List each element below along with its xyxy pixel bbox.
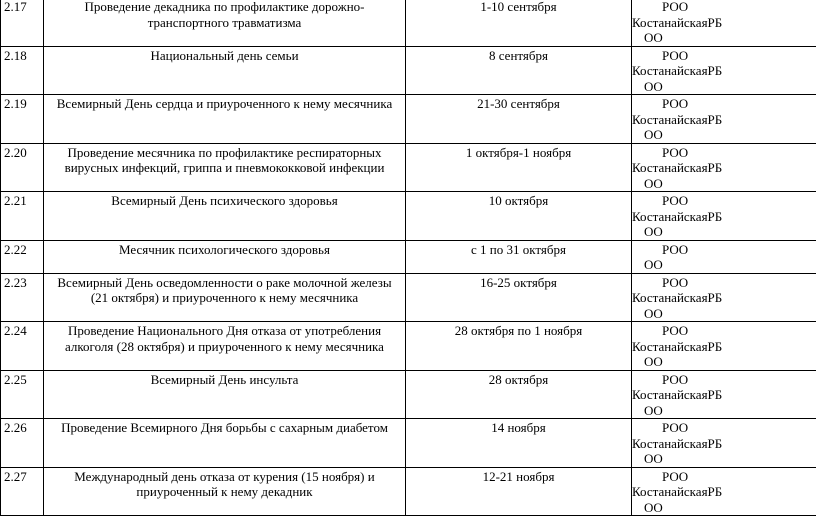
responsible-line: РОО: [632, 193, 813, 209]
responsible-line: КостанайскаяРБ: [632, 209, 813, 225]
responsible-line: ОО: [632, 500, 813, 516]
event-name: [44, 143, 406, 192]
event-date: 12-21 ноября: [406, 467, 632, 516]
responsible: [632, 143, 816, 192]
table-row: [1, 95, 816, 144]
responsible: [632, 95, 816, 144]
responsible-line: РОО: [632, 372, 813, 388]
responsible-line: ОО: [632, 224, 813, 240]
event-name: [44, 0, 406, 46]
event-line: Всемирный День осведомленности о раке молочной железы: [47, 275, 402, 291]
row-number: 2.27: [1, 467, 44, 516]
responsible: [632, 0, 816, 46]
table-row: [1, 370, 816, 419]
responsible-line: ОО: [632, 306, 813, 322]
responsible-line: РОО: [632, 275, 813, 291]
responsible: [632, 192, 816, 241]
event-date: 14 ноября: [406, 419, 632, 468]
table-row: [1, 322, 816, 371]
event-line: алкоголя (28 октября) и приуроченного к нему месячника: [47, 339, 402, 355]
row-number: 2.21: [1, 192, 44, 241]
event-name: [44, 273, 406, 322]
event-date: 21-30 сентября: [406, 95, 632, 144]
event-name: [44, 192, 406, 241]
responsible-line: РОО: [632, 48, 813, 64]
event-line: приуроченный к нему декадник: [47, 484, 402, 500]
table-row: [1, 46, 816, 95]
responsible-line: КостанайскаяРБ: [632, 290, 813, 306]
responsible-line: ОО: [632, 451, 813, 467]
table-row: [1, 192, 816, 241]
responsible-line: ОО: [632, 176, 813, 192]
event-date: 1-10 сентября: [406, 0, 632, 46]
event-line: Национальный день семьи: [47, 48, 402, 64]
table-row: [1, 0, 816, 46]
responsible-line: РОО: [632, 145, 813, 161]
row-number: 2.20: [1, 143, 44, 192]
responsible-line: КостанайскаяРБ: [632, 387, 813, 403]
event-date: 28 октября: [406, 370, 632, 419]
responsible-line: ОО: [632, 257, 813, 273]
responsible-line: КостанайскаяРБ: [632, 15, 813, 31]
table-row: [1, 467, 816, 516]
responsible-line: РОО: [632, 420, 813, 436]
row-number: 2.18: [1, 46, 44, 95]
row-number: 2.25: [1, 370, 44, 419]
table-row: [1, 143, 816, 192]
row-number: 2.17: [1, 0, 44, 46]
event-line: Проведение Национального Дня отказа от употребления: [47, 323, 402, 339]
responsible-line: КостанайскаяРБ: [632, 484, 813, 500]
responsible: [632, 467, 816, 516]
responsible-line: КостанайскаяРБ: [632, 436, 813, 452]
table-row: [1, 240, 816, 273]
event-name: [44, 467, 406, 516]
responsible-line: РОО: [632, 242, 813, 258]
event-name: [44, 46, 406, 95]
event-date: 16-25 октября: [406, 273, 632, 322]
responsible-line: РОО: [632, 323, 813, 339]
responsible-line: ОО: [632, 403, 813, 419]
event-line: Международный день отказа от курения (15 ноября) и: [47, 469, 402, 485]
table-row: [1, 273, 816, 322]
event-name: [44, 322, 406, 371]
event-date: 8 сентября: [406, 46, 632, 95]
event-name: [44, 95, 406, 144]
responsible-line: КостанайскаяРБ: [632, 63, 813, 79]
event-date: с 1 по 31 октября: [406, 240, 632, 273]
event-date: 10 октября: [406, 192, 632, 241]
event-line: транспортного травматизма: [47, 15, 402, 31]
responsible: [632, 240, 816, 273]
responsible: [632, 273, 816, 322]
event-line: Проведение месячника по профилактике респираторных: [47, 145, 402, 161]
event-name: [44, 240, 406, 273]
row-number: 2.22: [1, 240, 44, 273]
row-number: 2.19: [1, 95, 44, 144]
row-number: 2.23: [1, 273, 44, 322]
row-number: 2.26: [1, 419, 44, 468]
responsible-line: КостанайскаяРБ: [632, 160, 813, 176]
responsible-line: КостанайскаяРБ: [632, 339, 813, 355]
table-row: [1, 419, 816, 468]
responsible-line: РОО: [632, 96, 813, 112]
event-date: 1 октября-1 ноября: [406, 143, 632, 192]
responsible: [632, 46, 816, 95]
responsible: [632, 419, 816, 468]
event-name: [44, 419, 406, 468]
event-line: вирусных инфекций, гриппа и пневмококковой инфекции: [47, 160, 402, 176]
responsible-line: ОО: [632, 79, 813, 95]
responsible-line: КостанайскаяРБ: [632, 112, 813, 128]
row-number: 2.24: [1, 322, 44, 371]
event-line: Всемирный День сердца и приуроченного к нему месячника: [47, 96, 402, 112]
responsible: [632, 322, 816, 371]
event-line: (21 октября) и приуроченного к нему месячника: [47, 290, 402, 306]
responsible: [632, 370, 816, 419]
responsible-line: ОО: [632, 354, 813, 370]
event-line: Проведение Всемирного Дня борьбы с сахарным диабетом: [47, 420, 402, 436]
event-line: Всемирный День психического здоровья: [47, 193, 402, 209]
event-date: 28 октября по 1 ноября: [406, 322, 632, 371]
responsible-line: ОО: [632, 30, 813, 46]
event-line: Всемирный День инсульта: [47, 372, 402, 388]
event-line: Месячник психологического здоровья: [47, 242, 402, 258]
event-name: [44, 370, 406, 419]
event-line: Проведение декадника по профилактике дорожно-: [47, 0, 402, 15]
responsible-line: РОО: [632, 0, 813, 15]
responsible-line: ОО: [632, 127, 813, 143]
responsible-line: РОО: [632, 469, 813, 485]
